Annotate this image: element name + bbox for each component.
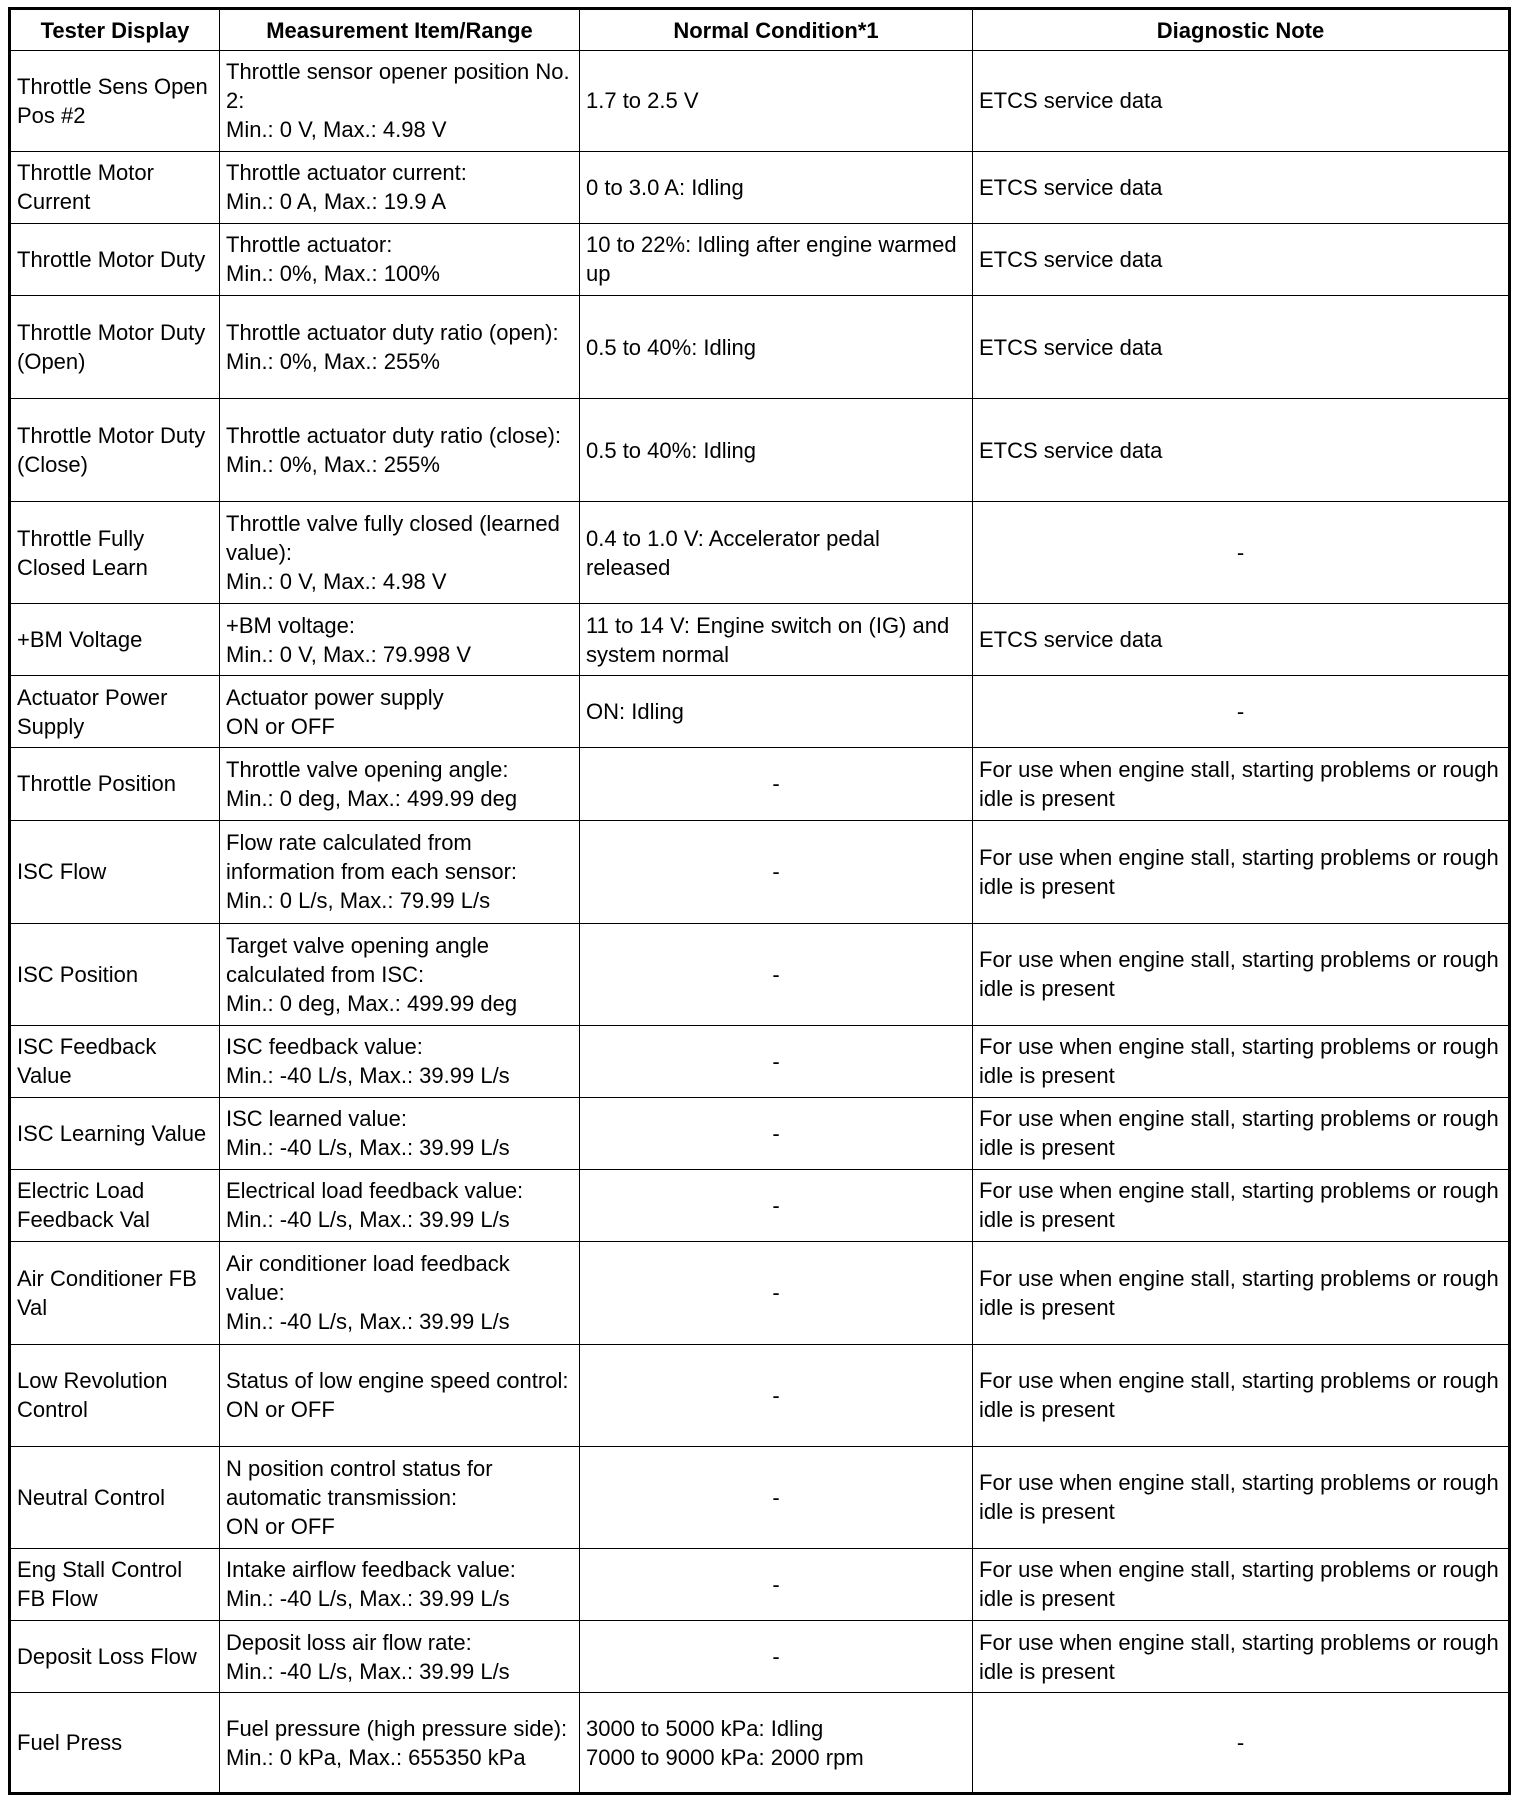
cell-normal-condition-text: 0.5 to 40%: Idling bbox=[586, 437, 757, 463]
cell-tester-display-text: Actuator Power Supply bbox=[17, 684, 168, 739]
cell-diagnostic-note bbox=[973, 1548, 1510, 1620]
cell-tester-display bbox=[10, 604, 220, 676]
table-row bbox=[10, 1344, 1510, 1446]
cell-measurement-item bbox=[220, 1097, 580, 1169]
cell-tester-display bbox=[10, 296, 220, 399]
header-measurement-item: Measurement Item/Range bbox=[220, 9, 580, 51]
cell-diagnostic-note bbox=[973, 676, 1510, 748]
header-tester-display: Tester Display bbox=[10, 9, 220, 51]
cell-normal-condition bbox=[580, 820, 973, 923]
cell-tester-display-text: Throttle Position bbox=[17, 771, 176, 797]
table-row bbox=[10, 399, 1510, 502]
cell-measurement-item-text: Intake airflow feedback value: Min.: -40 L/s, Max.: 39.99 L/s bbox=[226, 1557, 516, 1612]
cell-normal-condition-text: - bbox=[772, 1644, 780, 1670]
cell-diagnostic-note bbox=[973, 1025, 1510, 1097]
cell-diagnostic-note-text: For use when engine stall, starting problems or rough idle is present bbox=[979, 844, 1499, 899]
cell-measurement-item-text: Throttle valve fully closed (learned value): Min.: 0 V, Max.: 4.98 V bbox=[226, 511, 560, 595]
cell-diagnostic-note-text: ETCS service data bbox=[979, 246, 1163, 272]
cell-measurement-item bbox=[220, 604, 580, 676]
cell-diagnostic-note bbox=[973, 1693, 1510, 1794]
cell-measurement-item bbox=[220, 923, 580, 1025]
cell-diagnostic-note-text: For use when engine stall, starting problems or rough idle is present bbox=[979, 947, 1499, 1002]
cell-normal-condition-text: - bbox=[772, 1192, 780, 1218]
header-diagnostic-note: Diagnostic Note bbox=[973, 9, 1510, 51]
cell-measurement-item bbox=[220, 1693, 580, 1794]
cell-diagnostic-note-text: - bbox=[1236, 540, 1245, 566]
cell-diagnostic-note bbox=[973, 748, 1510, 820]
cell-tester-display bbox=[10, 1446, 220, 1548]
cell-tester-display-text: Eng Stall Control FB Flow bbox=[17, 1557, 183, 1612]
cell-normal-condition-text: - bbox=[772, 1048, 780, 1074]
cell-diagnostic-note bbox=[973, 604, 1510, 676]
cell-tester-display-text: Deposit Loss Flow bbox=[17, 1644, 197, 1670]
cell-measurement-item-text: Deposit loss air flow rate: Min.: -40 L/s, Max.: 39.99 L/s bbox=[226, 1629, 510, 1684]
cell-diagnostic-note bbox=[973, 820, 1510, 923]
cell-tester-display-text: Throttle Motor Duty (Open) bbox=[17, 320, 206, 375]
cell-normal-condition-text: 3000 to 5000 kPa: Idling 7000 to 9000 kPa: 2000 rpm bbox=[586, 1715, 864, 1770]
cell-measurement-item-text: Flow rate calculated from information from each sensor: Min.: 0 L/s, Max.: 79.99 L/s bbox=[226, 830, 518, 914]
table-row bbox=[10, 676, 1510, 748]
cell-measurement-item bbox=[220, 1169, 580, 1241]
cell-diagnostic-note-text: ETCS service data bbox=[979, 174, 1163, 200]
cell-tester-display-text: ISC Learning Value bbox=[17, 1120, 207, 1146]
cell-tester-display bbox=[10, 1097, 220, 1169]
cell-tester-display bbox=[10, 1169, 220, 1241]
cell-normal-condition bbox=[580, 1548, 973, 1620]
cell-normal-condition bbox=[580, 748, 973, 820]
cell-measurement-item-text: N position control status for automatic transmission: ON or OFF bbox=[226, 1455, 493, 1539]
cell-diagnostic-note bbox=[973, 1241, 1510, 1344]
cell-tester-display bbox=[10, 923, 220, 1025]
cell-diagnostic-note-text: ETCS service data bbox=[979, 437, 1163, 463]
cell-diagnostic-note-text: For use when engine stall, starting problems or rough idle is present bbox=[979, 1265, 1499, 1320]
cell-measurement-item bbox=[220, 676, 580, 748]
cell-normal-condition-text: - bbox=[772, 859, 780, 885]
table-body bbox=[10, 51, 1510, 1794]
cell-measurement-item-text: Actuator power supply ON or OFF bbox=[226, 684, 444, 739]
cell-tester-display bbox=[10, 399, 220, 502]
cell-diagnostic-note-text: For use when engine stall, starting problems or rough idle is present bbox=[979, 1034, 1499, 1089]
cell-normal-condition bbox=[580, 296, 973, 399]
cell-measurement-item-text: ISC learned value: Min.: -40 L/s, Max.: 39.99 L/s bbox=[226, 1106, 510, 1161]
cell-tester-display-text: ISC Flow bbox=[17, 859, 107, 885]
cell-normal-condition-text: - bbox=[772, 1484, 780, 1510]
cell-measurement-item-text: +BM voltage: Min.: 0 V, Max.: 79.998 V bbox=[226, 612, 471, 667]
cell-diagnostic-note bbox=[973, 399, 1510, 502]
cell-normal-condition-text: - bbox=[772, 1571, 780, 1597]
cell-diagnostic-note bbox=[973, 923, 1510, 1025]
cell-normal-condition bbox=[580, 1620, 973, 1692]
cell-tester-display-text: Throttle Motor Duty (Close) bbox=[17, 423, 206, 478]
cell-normal-condition bbox=[580, 1025, 973, 1097]
cell-diagnostic-note bbox=[973, 1344, 1510, 1446]
cell-normal-condition bbox=[580, 923, 973, 1025]
cell-diagnostic-note-text: - bbox=[1236, 699, 1245, 725]
table-row bbox=[10, 748, 1510, 820]
cell-tester-display bbox=[10, 151, 220, 223]
cell-diagnostic-note bbox=[973, 1169, 1510, 1241]
cell-measurement-item-text: Throttle actuator current: Min.: 0 A, Max.: 19.9 A bbox=[226, 160, 467, 215]
cell-measurement-item bbox=[220, 296, 580, 399]
cell-normal-condition bbox=[580, 502, 973, 604]
cell-measurement-item-text: Throttle valve opening angle: Min.: 0 deg, Max.: 499.99 deg bbox=[226, 756, 518, 811]
cell-tester-display-text: Throttle Sens Open Pos #2 bbox=[17, 73, 208, 128]
cell-tester-display bbox=[10, 51, 220, 152]
cell-measurement-item bbox=[220, 1025, 580, 1097]
cell-tester-display bbox=[10, 1620, 220, 1692]
cell-tester-display-text: ISC Position bbox=[17, 961, 139, 987]
cell-tester-display-text: Throttle Motor Duty bbox=[17, 246, 206, 272]
cell-measurement-item-text: Throttle actuator duty ratio (open): Min.: 0%, Max.: 255% bbox=[226, 320, 559, 375]
cell-tester-display-text: +BM Voltage bbox=[17, 627, 143, 653]
table-row bbox=[10, 502, 1510, 604]
cell-diagnostic-note bbox=[973, 223, 1510, 295]
cell-measurement-item-text: Throttle actuator duty ratio (close): Min.: 0%, Max.: 255% bbox=[226, 423, 562, 478]
cell-measurement-item bbox=[220, 151, 580, 223]
cell-tester-display-text: Low Revolution Control bbox=[17, 1368, 168, 1423]
cell-measurement-item bbox=[220, 399, 580, 502]
table-row bbox=[10, 1693, 1510, 1794]
cell-tester-display bbox=[10, 1241, 220, 1344]
cell-tester-display-text: Air Conditioner FB Val bbox=[17, 1265, 197, 1320]
cell-tester-display bbox=[10, 748, 220, 820]
table-row bbox=[10, 51, 1510, 152]
table-header bbox=[10, 9, 1510, 51]
cell-tester-display bbox=[10, 1693, 220, 1794]
table-row bbox=[10, 1548, 1510, 1620]
cell-normal-condition bbox=[580, 51, 973, 152]
cell-normal-condition bbox=[580, 1344, 973, 1446]
header-normal-condition: Normal Condition*1 bbox=[580, 9, 973, 51]
cell-measurement-item bbox=[220, 1548, 580, 1620]
cell-normal-condition bbox=[580, 1169, 973, 1241]
cell-diagnostic-note-text: ETCS service data bbox=[979, 88, 1163, 114]
cell-diagnostic-note-text: ETCS service data bbox=[979, 334, 1163, 360]
cell-measurement-item-text: ISC feedback value: Min.: -40 L/s, Max.: 39.99 L/s bbox=[226, 1034, 510, 1089]
cell-measurement-item-text: Throttle sensor opener position No. 2: Min.: 0 V, Max.: 4.98 V bbox=[226, 59, 570, 143]
cell-measurement-item bbox=[220, 1344, 580, 1446]
cell-tester-display bbox=[10, 1344, 220, 1446]
cell-normal-condition bbox=[580, 1241, 973, 1344]
cell-normal-condition-text: - bbox=[772, 1382, 780, 1408]
cell-measurement-item bbox=[220, 51, 580, 152]
cell-diagnostic-note-text: For use when engine stall, starting problems or rough idle is present bbox=[979, 1368, 1499, 1423]
diagnostic-data-table bbox=[8, 7, 1511, 1795]
cell-normal-condition-text: 0 to 3.0 A: Idling bbox=[586, 174, 744, 200]
cell-tester-display-text: Throttle Fully Closed Learn bbox=[17, 525, 148, 580]
cell-diagnostic-note-text: For use when engine stall, starting problems or rough idle is present bbox=[979, 1106, 1499, 1161]
cell-diagnostic-note bbox=[973, 296, 1510, 399]
cell-diagnostic-note-text: For use when engine stall, starting problems or rough idle is present bbox=[979, 756, 1499, 811]
cell-normal-condition bbox=[580, 1097, 973, 1169]
cell-measurement-item-text: Target valve opening angle calculated from ISC: Min.: 0 deg, Max.: 499.99 deg bbox=[226, 932, 518, 1016]
cell-normal-condition bbox=[580, 223, 973, 295]
cell-measurement-item-text: Electrical load feedback value: Min.: -40 L/s, Max.: 39.99 L/s bbox=[226, 1178, 524, 1233]
cell-normal-condition-text: - bbox=[772, 1280, 780, 1306]
cell-diagnostic-note bbox=[973, 151, 1510, 223]
header-row bbox=[10, 9, 1510, 51]
cell-normal-condition-text: 0.5 to 40%: Idling bbox=[586, 334, 757, 360]
cell-diagnostic-note-text: For use when engine stall, starting problems or rough idle is present bbox=[979, 1629, 1499, 1684]
cell-normal-condition bbox=[580, 1693, 973, 1794]
cell-tester-display bbox=[10, 820, 220, 923]
cell-diagnostic-note-text: ETCS service data bbox=[979, 627, 1163, 653]
cell-measurement-item bbox=[220, 223, 580, 295]
cell-normal-condition bbox=[580, 1446, 973, 1548]
cell-tester-display-text: Neutral Control bbox=[17, 1484, 165, 1510]
cell-diagnostic-note bbox=[973, 1620, 1510, 1692]
table-row bbox=[10, 223, 1510, 295]
cell-diagnostic-note-text: For use when engine stall, starting problems or rough idle is present bbox=[979, 1557, 1499, 1612]
cell-diagnostic-note-text: For use when engine stall, starting problems or rough idle is present bbox=[979, 1470, 1499, 1525]
cell-normal-condition-text: - bbox=[772, 961, 780, 987]
cell-measurement-item-text: Status of low engine speed control: ON or OFF bbox=[226, 1368, 569, 1423]
cell-measurement-item bbox=[220, 748, 580, 820]
cell-tester-display bbox=[10, 1025, 220, 1097]
cell-tester-display bbox=[10, 223, 220, 295]
cell-normal-condition bbox=[580, 676, 973, 748]
cell-diagnostic-note-text: For use when engine stall, starting problems or rough idle is present bbox=[979, 1178, 1499, 1233]
cell-normal-condition-text: 1.7 to 2.5 V bbox=[586, 88, 699, 114]
cell-normal-condition-text: ON: Idling bbox=[586, 699, 684, 725]
cell-tester-display-text: Fuel Press bbox=[17, 1730, 123, 1756]
cell-tester-display bbox=[10, 1548, 220, 1620]
table-row bbox=[10, 151, 1510, 223]
table-row bbox=[10, 604, 1510, 676]
cell-measurement-item-text: Throttle actuator: Min.: 0%, Max.: 100% bbox=[226, 232, 440, 287]
cell-diagnostic-note bbox=[973, 1446, 1510, 1548]
cell-diagnostic-note bbox=[973, 502, 1510, 604]
cell-measurement-item bbox=[220, 820, 580, 923]
cell-measurement-item bbox=[220, 1241, 580, 1344]
table-row bbox=[10, 1446, 1510, 1548]
cell-measurement-item-text: Air conditioner load feedback value: Min.: -40 L/s, Max.: 39.99 L/s bbox=[226, 1251, 510, 1335]
table-row bbox=[10, 1620, 1510, 1692]
cell-normal-condition bbox=[580, 399, 973, 502]
cell-normal-condition bbox=[580, 604, 973, 676]
cell-normal-condition-text: - bbox=[772, 1120, 780, 1146]
cell-normal-condition-text: 0.4 to 1.0 V: Accelerator pedal released bbox=[586, 525, 880, 580]
cell-measurement-item bbox=[220, 1446, 580, 1548]
cell-tester-display bbox=[10, 502, 220, 604]
table-row bbox=[10, 820, 1510, 923]
table-row bbox=[10, 1025, 1510, 1097]
cell-diagnostic-note bbox=[973, 1097, 1510, 1169]
cell-diagnostic-note-text: - bbox=[1236, 1730, 1245, 1756]
cell-measurement-item bbox=[220, 1620, 580, 1692]
cell-tester-display-text: Electric Load Feedback Val bbox=[17, 1178, 150, 1233]
cell-normal-condition-text: 11 to 14 V: Engine switch on (IG) and system normal bbox=[586, 612, 950, 667]
cell-measurement-item bbox=[220, 502, 580, 604]
cell-tester-display bbox=[10, 676, 220, 748]
cell-normal-condition bbox=[580, 151, 973, 223]
cell-tester-display-text: Throttle Motor Current bbox=[17, 160, 154, 215]
cell-diagnostic-note bbox=[973, 51, 1510, 152]
table-row bbox=[10, 1169, 1510, 1241]
table-row bbox=[10, 296, 1510, 399]
cell-measurement-item-text: Fuel pressure (high pressure side): Min.: 0 kPa, Max.: 655350 kPa bbox=[226, 1715, 568, 1770]
cell-normal-condition-text: 10 to 22%: Idling after engine warmed up bbox=[586, 232, 957, 287]
table-row bbox=[10, 1097, 1510, 1169]
cell-tester-display-text: ISC Feedback Value bbox=[17, 1034, 157, 1089]
table-row bbox=[10, 923, 1510, 1025]
table-row bbox=[10, 1241, 1510, 1344]
cell-normal-condition-text: - bbox=[772, 771, 780, 797]
